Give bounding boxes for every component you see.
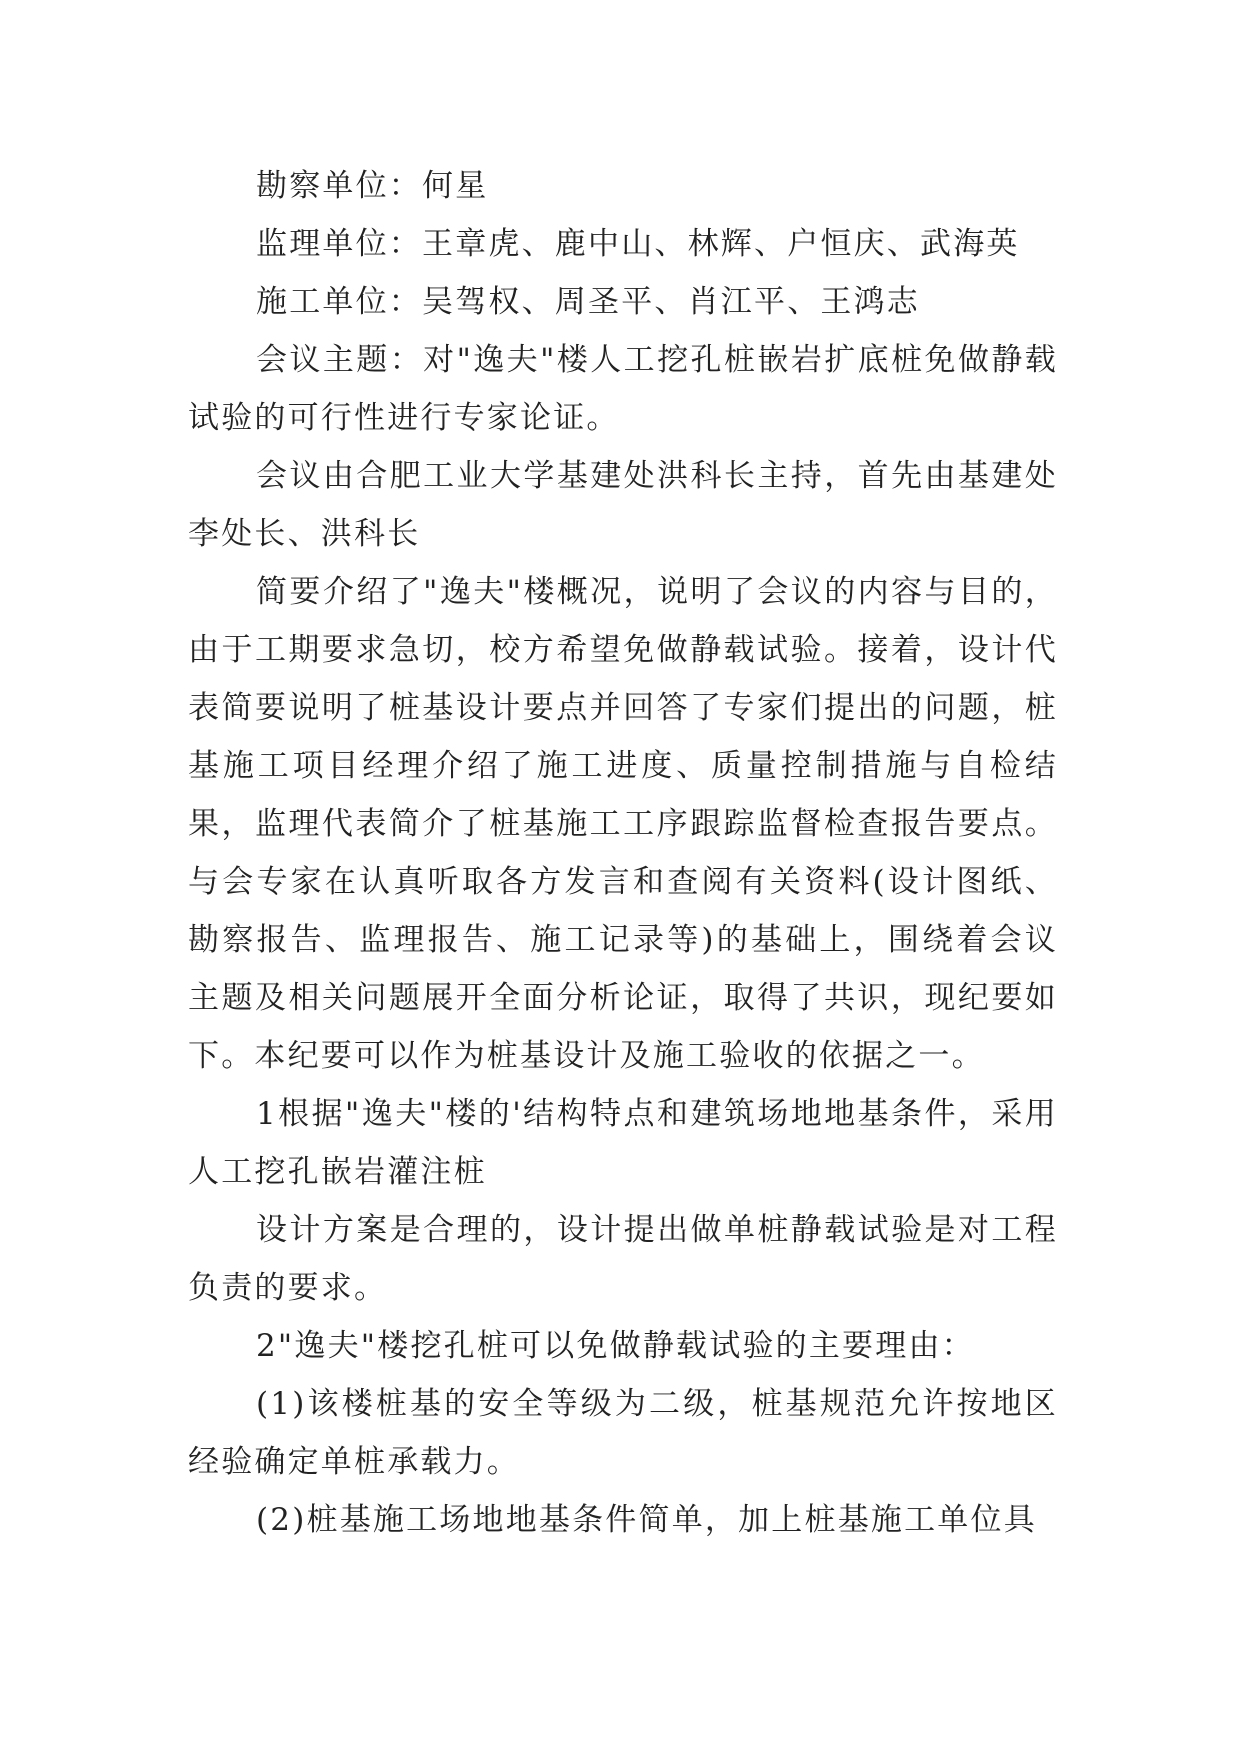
- point-1-paragraph: 1根据"逸夫"楼的'结构特点和建筑场地地基条件，采用人工挖孔嵌岩灌注桩: [188, 1096, 1058, 1190]
- point-2-heading: 2"逸夫"楼挖孔桩可以免做静载试验的主要理由：: [256, 1328, 975, 1364]
- reason-1-paragraph: (1)该楼桩基的安全等级为二级，桩基规范允许按地区经验确定单桩承载力。: [188, 1386, 1058, 1480]
- point-1-continuation-paragraph: 设计方案是合理的，设计提出做单桩静载试验是对工程负责的要求。: [188, 1212, 1058, 1306]
- meeting-topic-paragraph: 会议主题：对"逸夫"楼人工挖孔桩嵌岩扩底桩免做静载试验的可行性进行专家论证。: [188, 342, 1058, 436]
- meeting-summary-paragraph: 简要介绍了"逸夫"楼概况，说明了会议的内容与目的，由于工期要求急切，校方希望免做静载试验。接着，设计代表简要说明了桩基设计要点并回答了专家们提出的问题，桩基施工项目经理介绍了施工进度、质量控制措施与自检结果，监理代表简介了桩基施工工序跟踪监督检查报告要点。与会专家在认真听取各方发言和查阅有关资料(设计图纸、勘察报告、监理报告、施工记录等)的基础上，围绕着会议主题及相关问题展开全面分析论证，取得了共识，现纪要如下。本纪要可以作为桩基设计及施工验收的依据之一。: [188, 574, 1058, 1074]
- reason-2-paragraph: (2)桩基施工场地地基条件简单，加上桩基施工单位具: [256, 1502, 1037, 1538]
- document-body: [188, 157, 1058, 1549]
- meeting-host-paragraph: 会议由合肥工业大学基建处洪科长主持，首先由基建处李处长、洪科长: [188, 458, 1058, 552]
- supervision-unit-line: 监理单位：王章虎、鹿中山、林辉、户恒庆、武海英: [256, 226, 1020, 262]
- construction-unit-line: 施工单位：吴驾权、周圣平、肖江平、王鸿志: [256, 284, 920, 320]
- survey-unit-line: 勘察单位：何星: [256, 168, 489, 204]
